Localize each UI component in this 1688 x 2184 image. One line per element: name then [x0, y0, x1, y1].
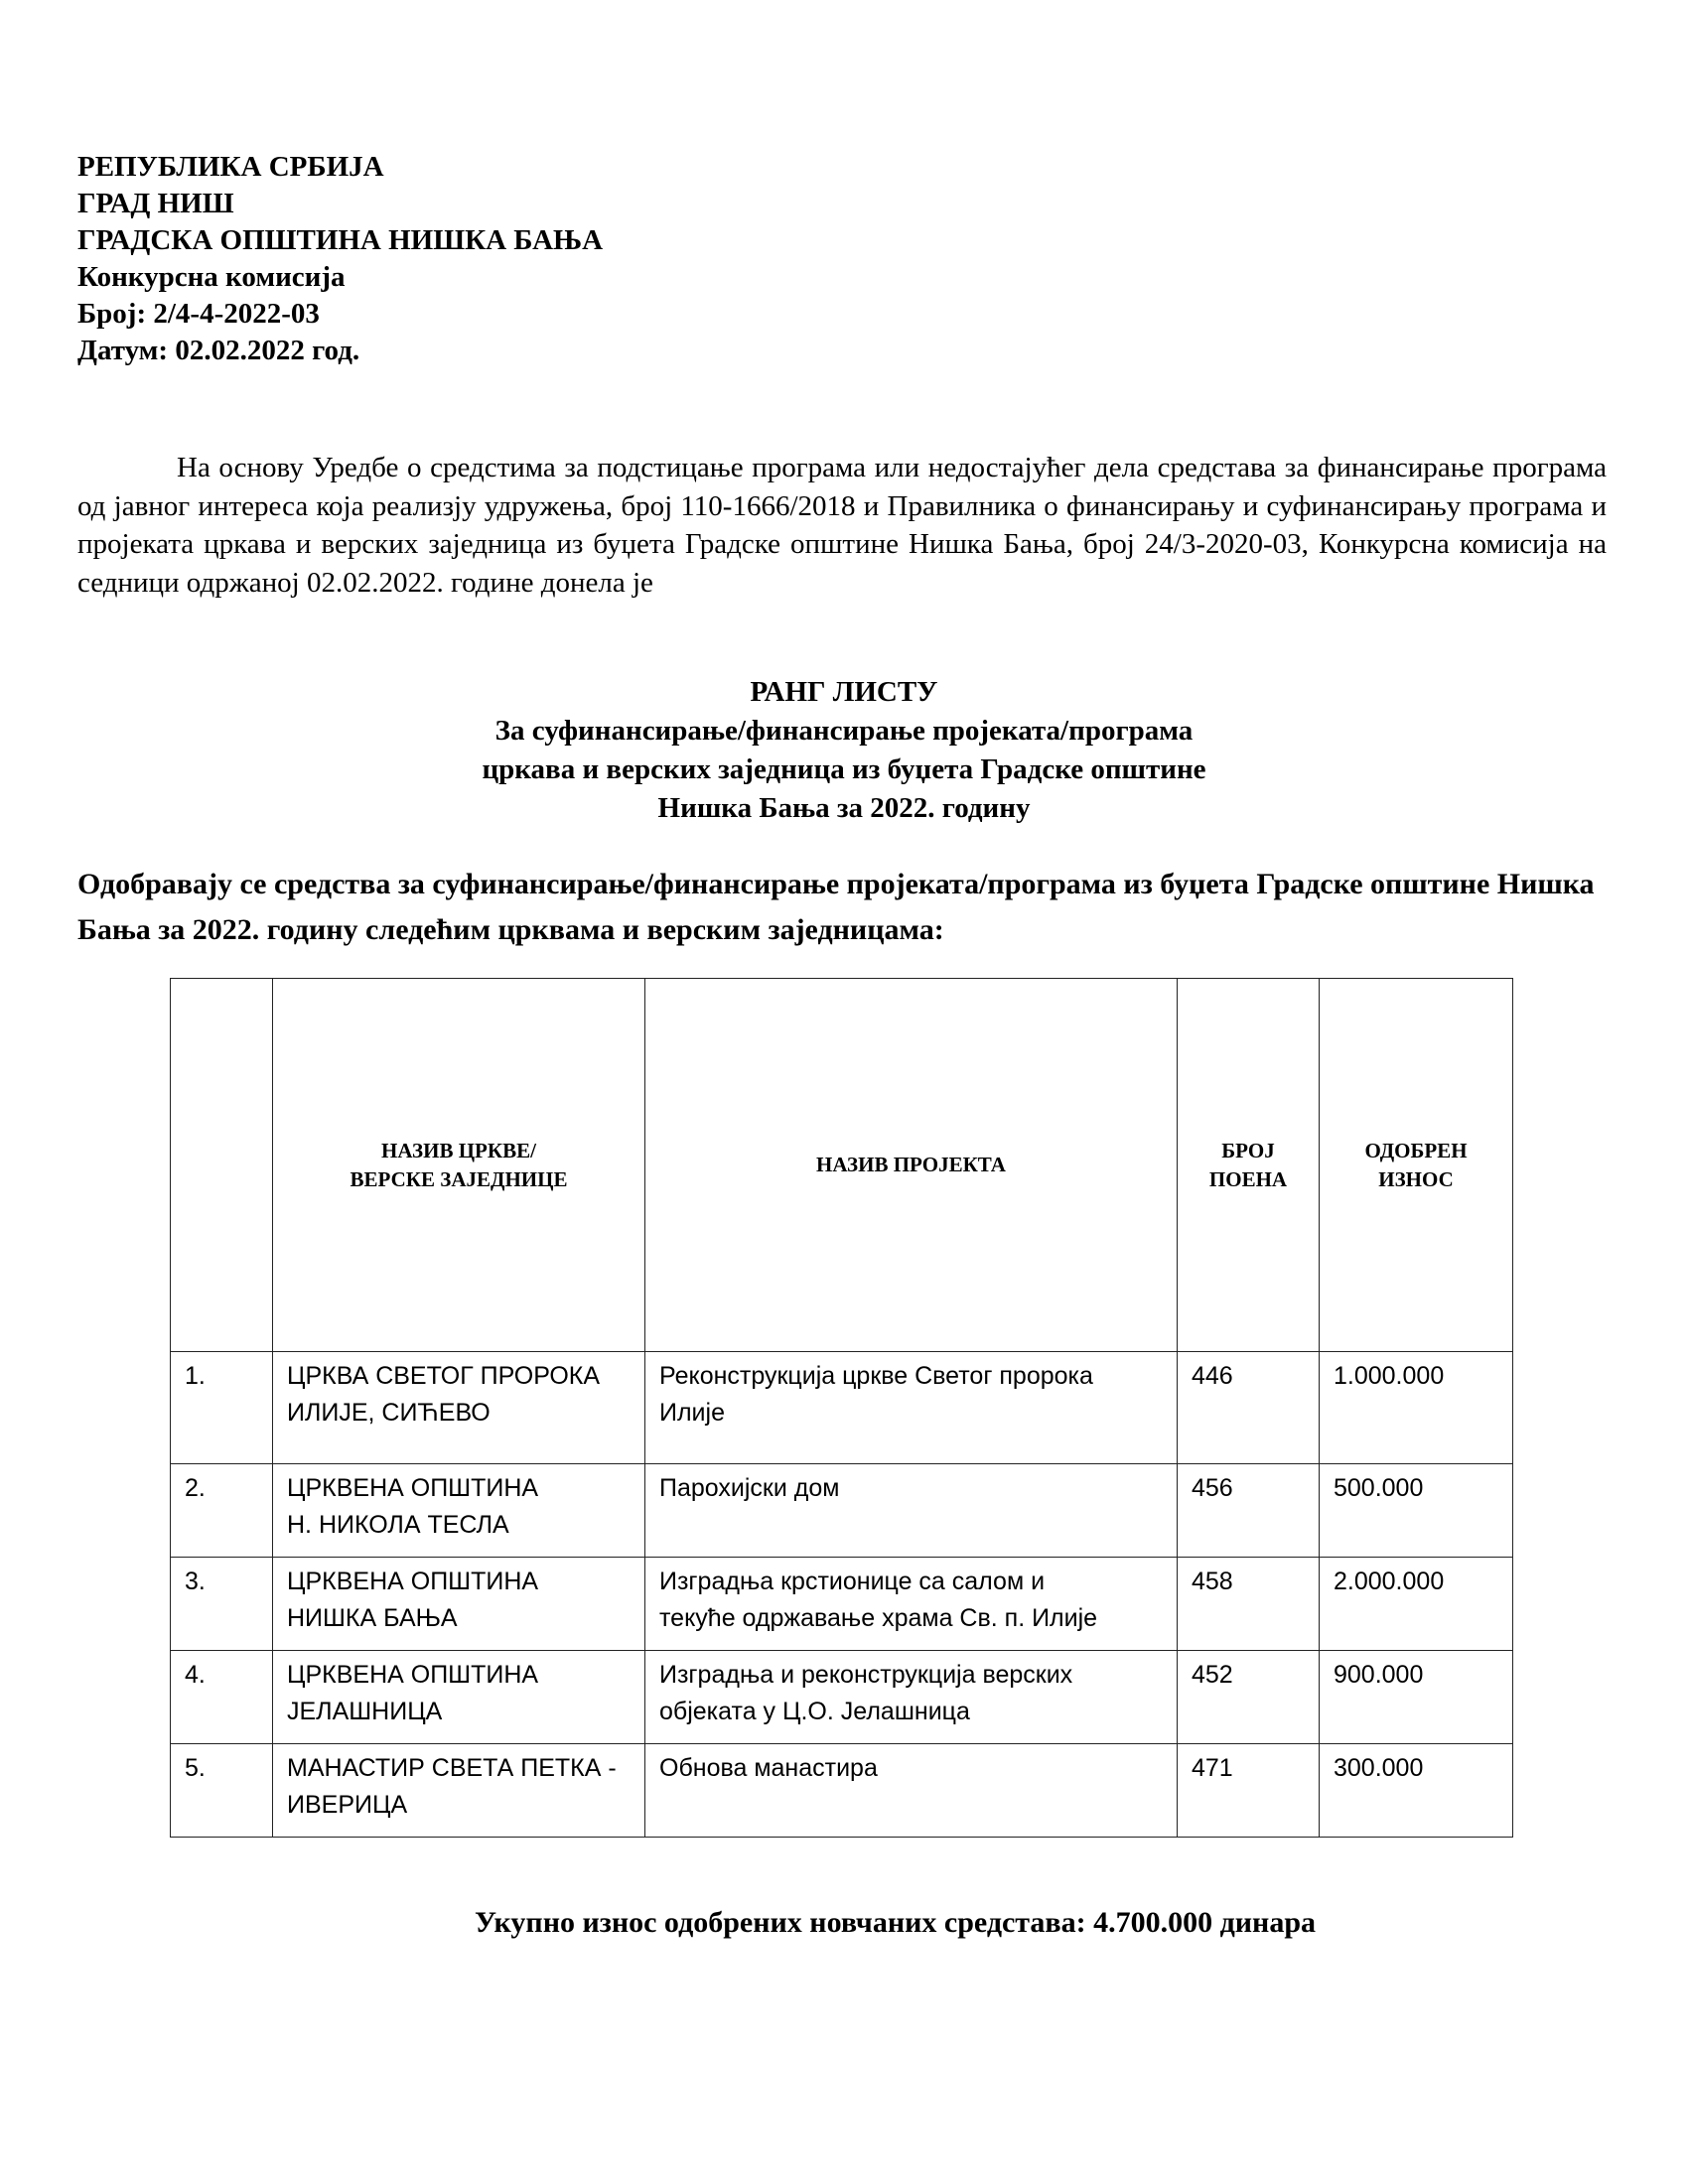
row-number: 1. — [171, 1352, 273, 1464]
header-amount-line-1: ОДОБРЕН — [1364, 1138, 1468, 1162]
row-project — [645, 1558, 1178, 1651]
project-line-2: текуће одржавање храма Св. п. Илије — [659, 1604, 1098, 1632]
project-line-1: Парохијски дом — [659, 1474, 840, 1502]
header-commission: Конкурсна комисија — [77, 261, 346, 293]
project-line-2: објеката у Ц.О. Јелашница — [659, 1698, 970, 1725]
title-line-3: цркава и верских заједница из буџета Градске општине — [482, 753, 1206, 785]
church-line-2: ИВЕРИЦА — [287, 1791, 408, 1819]
row-church — [273, 1352, 645, 1464]
title-line-4: Нишка Бања за 2022. годину — [657, 792, 1031, 824]
header-amount-line-2: ИЗНОС — [1378, 1166, 1454, 1191]
table-row — [171, 1558, 1513, 1651]
table-row — [171, 1651, 1513, 1744]
row-points: 471 — [1178, 1744, 1320, 1838]
table-header-row — [171, 979, 1513, 1352]
total-amount: Укупно износ одобрених новчаних средстава: 4.700.000 динара — [475, 1906, 1317, 1939]
header-points-line-2: ПОЕНА — [1208, 1166, 1288, 1191]
row-number: 3. — [171, 1558, 273, 1651]
row-church — [273, 1558, 645, 1651]
title-line-2: За суфинансирање/финансирање пројеката/програма — [494, 715, 1194, 747]
project-line-1: Реконструкција цркве Светог пророка — [659, 1362, 1093, 1390]
intro-paragraph: На основу Уредбе о средстима за подстицање програма или недостајућег дела средстава за финансирање програма од јавног интереса која реализју удружења, број 110-1666/2018 и Правилника о финансирању и суфинансирању програма и пројеката цркава и верских заједница из буџета Градске општине Нишка Бања, број 24/3-2020-03, Конкурсна комисија на седници одржаној 02.02.2022. године донела је — [77, 452, 1607, 599]
row-project — [645, 1352, 1178, 1464]
row-points: 458 — [1178, 1558, 1320, 1651]
table-row — [171, 1464, 1513, 1558]
row-amount: 500.000 — [1320, 1464, 1513, 1558]
approval-statement: Одобравају се средства за суфинансирање/финансирање пројеката/програма из буџета Градске општине Нишка Бања за 2022. годину следећим црквама и верским заједницама: — [77, 868, 1595, 946]
church-line-1: ЦРКВА СВЕТОГ ПРОРОКА — [287, 1362, 601, 1390]
row-number: 5. — [171, 1744, 273, 1838]
row-amount: 2.000.000 — [1320, 1558, 1513, 1651]
header-points-line-1: БРОЈ — [1221, 1138, 1275, 1162]
church-line-1: МАНАСТИР СВЕТА ПЕТКА - — [287, 1754, 617, 1782]
project-line-1: Изградња крстионице са салом и — [659, 1568, 1046, 1595]
header-republic: РЕПУБЛИКА СРБИЈА — [77, 151, 384, 183]
table-row — [171, 1352, 1513, 1464]
project-line-1: Изградња и реконструкција верских — [659, 1661, 1073, 1689]
table-row — [171, 1744, 1513, 1838]
church-line-2: Н. НИКОЛА ТЕСЛА — [287, 1511, 509, 1539]
row-project — [645, 1651, 1178, 1744]
church-line-2: ЈЕЛАШНИЦА — [287, 1698, 443, 1725]
church-line-1: ЦРКВЕНА ОПШТИНА — [287, 1661, 539, 1689]
row-number: 4. — [171, 1651, 273, 1744]
church-line-1: ЦРКВЕНА ОПШТИНА — [287, 1474, 539, 1502]
church-line-2: НИШКА БАЊА — [287, 1604, 458, 1632]
header-date: Датум: 02.02.2022 год. — [77, 335, 360, 366]
header-points — [1178, 979, 1320, 1352]
row-points: 446 — [1178, 1352, 1320, 1464]
row-amount: 900.000 — [1320, 1651, 1513, 1744]
row-church — [273, 1464, 645, 1558]
title-line-1: РАНГ ЛИСТУ — [750, 676, 938, 708]
header-city: ГРАД НИШ — [77, 188, 234, 219]
row-points: 456 — [1178, 1464, 1320, 1558]
header-number: Број: 2/4-4-2022-03 — [77, 298, 320, 330]
ranking-table — [170, 978, 1513, 1838]
header-church-line-2: ВЕРСКЕ ЗАЈЕДНИЦЕ — [350, 1166, 568, 1191]
project-line-1: Обнова манастира — [659, 1754, 878, 1782]
document-header — [77, 149, 603, 369]
row-project — [645, 1744, 1178, 1838]
row-church — [273, 1744, 645, 1838]
header-church-name — [273, 979, 645, 1352]
document-title — [0, 673, 1688, 828]
row-amount: 1.000.000 — [1320, 1352, 1513, 1464]
header-church-line-1: НАЗИВ ЦРКВЕ/ — [381, 1138, 536, 1162]
header-amount — [1320, 979, 1513, 1352]
row-points: 452 — [1178, 1651, 1320, 1744]
header-municipality: ГРАДСКА ОПШТИНА НИШКА БАЊА — [77, 224, 604, 256]
row-church — [273, 1651, 645, 1744]
header-project-name: НАЗИВ ПРОЈЕКТА — [645, 979, 1178, 1352]
row-amount: 300.000 — [1320, 1744, 1513, 1838]
row-number: 2. — [171, 1464, 273, 1558]
row-project — [645, 1464, 1178, 1558]
project-line-2: Илије — [659, 1399, 725, 1427]
church-line-1: ЦРКВЕНА ОПШТИНА — [287, 1568, 539, 1595]
church-line-2: ИЛИЈЕ, СИЋЕВО — [287, 1399, 491, 1427]
header-number-cell — [171, 979, 273, 1352]
